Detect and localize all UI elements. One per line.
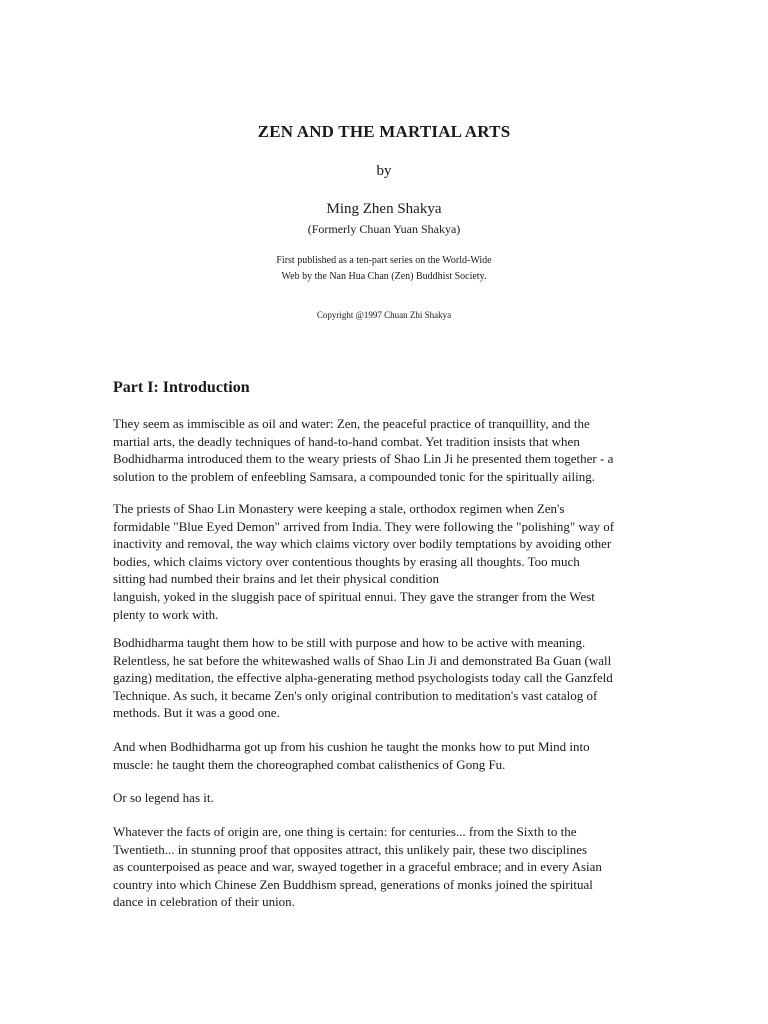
paragraph-1	[113, 415, 673, 485]
paragraph-line: sitting had numbed their brains and let their physical condition	[113, 571, 440, 587]
paragraph-2	[113, 500, 673, 623]
paragraph-line: inactivity and removal, the way which claims victory over bodily temptations by avoiding other	[113, 536, 612, 552]
paragraph-line: Whatever the facts of origin are, one thing is certain: for centuries... from the Sixth to the	[113, 824, 577, 839]
paragraph-line: as counterpoised as peace and war, swayed together in a graceful embrace; and in every Asian	[113, 859, 602, 875]
document-title: ZEN AND THE MARTIAL ARTS	[257, 122, 511, 141]
paragraph-line: Bodhidharma taught them how to be still with purpose and how to be active with meaning.	[113, 635, 586, 650]
paragraph-line: bodies, which claims victory over contentious thoughts by erasing all thoughts. Too much	[113, 553, 580, 569]
former-name: (Formerly Chuan Yuan Shakya)	[307, 222, 461, 236]
paragraph-line: Technique. As such, it became Zen's only original contribution to meditation's vast catalog of	[113, 687, 598, 703]
paragraph-3	[113, 634, 673, 722]
paragraph-line: Bodhidharma introduced them to the weary priests of Shao Lin Ji he presented them together - a	[113, 451, 614, 467]
publication-note-line-1: First published as a ten-part series on the World-Wide	[276, 255, 492, 266]
paragraph-6	[113, 823, 673, 911]
paragraph-line: Or so legend has it.	[113, 790, 214, 805]
paragraph-line: Relentless, he sat before the whitewashed walls of Shao Lin Ji and demonstrated Ba Guan (wall	[113, 652, 612, 668]
copyright-notice: Copyright @1997 Chuan Zhi Shakya	[316, 310, 452, 320]
paragraph-line: country into which Chinese Zen Buddhism spread, generations of monks joined the spiritual	[113, 876, 593, 892]
paragraph-line: Twentieth... in stunning proof that opposites attract, this unlikely pair, these two disciplines	[113, 841, 588, 857]
byline-by: by	[376, 163, 392, 179]
paragraph-4	[113, 738, 673, 773]
paragraph-line: They seem as immiscible as oil and water: Zen, the peaceful practice of tranquillity, and the	[113, 416, 590, 431]
publication-note-line-2: Web by the Nan Hua Chan (Zen) Buddhist Society.	[281, 271, 487, 282]
paragraph-line: formidable "Blue Eyed Demon" arrived from India. They were following the "polishing" way of	[113, 518, 615, 534]
paragraph-line: solution to the problem of enfeebling Samsara, a compounded tonic for the spiritually ailing.	[113, 468, 595, 484]
paragraph-line: And when Bodhidharma got up from his cushion he taught the monks how to put Mind into	[113, 739, 590, 754]
paragraph-line: plenty to work with.	[113, 606, 219, 622]
paragraph-5	[113, 789, 673, 807]
paragraph-line: dance in celebration of their union.	[113, 894, 295, 910]
paragraph-line: muscle: he taught them the choreographed combat calisthenics of Gong Fu.	[113, 756, 506, 772]
paragraph-line: martial arts, the deadly techniques of hand-to-hand combat. Yet tradition insists that when	[113, 433, 580, 449]
paragraph-line: languish, yoked in the sluggish pace of spiritual ennui. They gave the stranger from the West	[113, 588, 595, 604]
author-name: Ming Zhen Shakya	[326, 201, 442, 217]
paragraph-line: methods. But it was a good one.	[113, 705, 280, 721]
paragraph-line: gazing) meditation, the effective alpha-generating method psychologists today call the Ganzfeld	[113, 670, 613, 686]
paragraph-line: The priests of Shao Lin Monastery were keeping a stale, orthodox regimen when Zen's	[113, 501, 565, 516]
section-heading: Part I: Introduction	[113, 379, 250, 396]
